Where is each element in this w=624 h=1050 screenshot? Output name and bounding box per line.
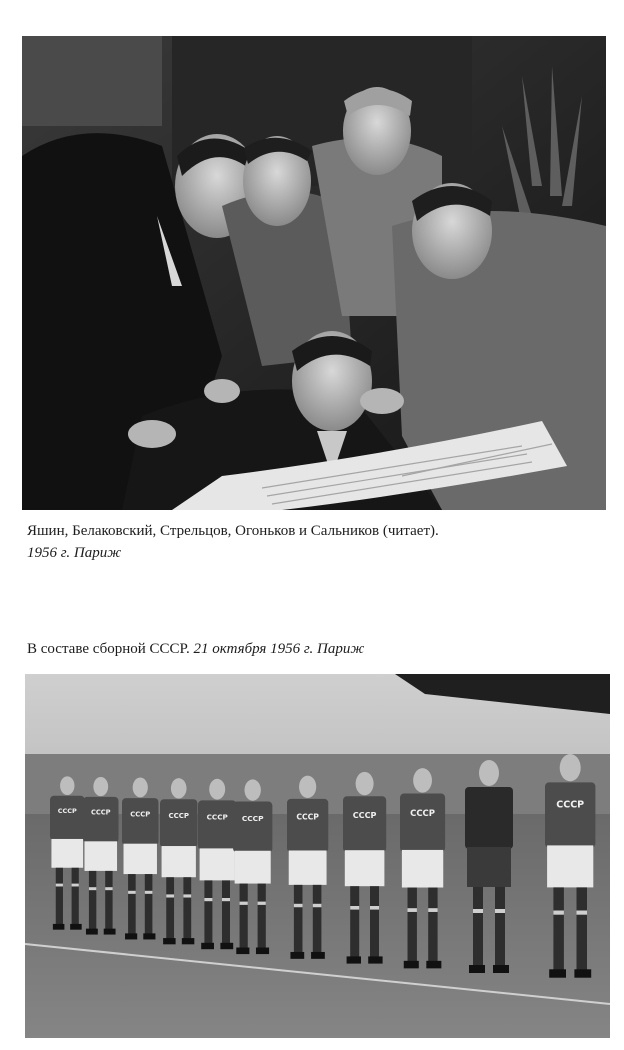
caption-bottom-date-place: 21 октября 1956 г. Париж	[193, 641, 365, 657]
shirt-lettering: СССР	[352, 809, 377, 820]
shirt-lettering: СССР	[168, 811, 189, 820]
caption-photo-top	[27, 520, 607, 564]
shirt-lettering: СССР	[130, 810, 151, 819]
shirt-lettering: СССР	[57, 807, 77, 816]
photo-top-illustration	[22, 36, 606, 510]
shirt-lettering: СССР	[206, 812, 228, 822]
photo-bottom-illustration	[25, 674, 610, 1038]
shirt-lettering: СССР	[410, 809, 436, 820]
caption-top-date-place: 1956 г. Париж	[27, 545, 122, 561]
caption-photo-bottom	[27, 638, 607, 660]
photo-group-reading-newspaper	[22, 36, 606, 510]
shirt-lettering: СССР	[241, 814, 264, 824]
shirt-lettering: СССР	[556, 799, 585, 811]
photo-team-lineup	[25, 674, 610, 1038]
caption-bottom-title: В составе сборной СССР.	[27, 641, 190, 657]
shirt-lettering: СССР	[90, 808, 111, 817]
caption-top-names: Яшин, Белаковский, Стрельцов, Огоньков и Сальников (читает).	[27, 523, 439, 539]
shirt-lettering: СССР	[296, 812, 319, 822]
